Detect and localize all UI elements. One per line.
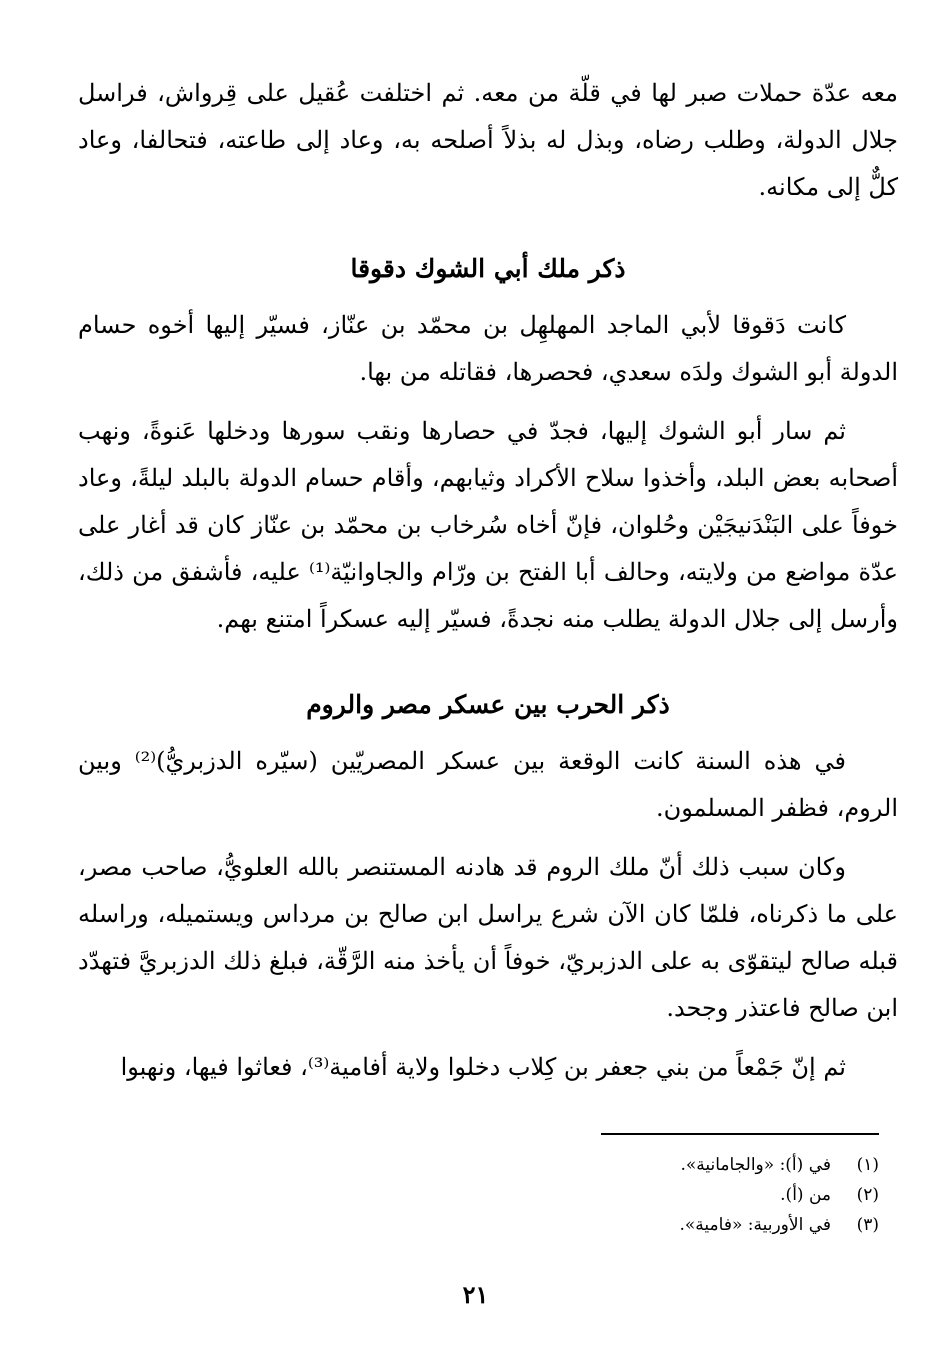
- section2-paragraph-1: في هذه السنة كانت الوقعة بين عسكر المصريّين (سيّره الدزبريُّ)⁽²⁾ وبين الروم، فظفر المسلمون.: [78, 747, 898, 822]
- footnote-text: من (أ).: [780, 1185, 831, 1205]
- section-heading-1: ذكر ملك أبي الشوك دقوقا: [350, 254, 626, 283]
- section1-paragraph-2: ثم سار أبو الشوك إليها، فجدّ في حصارها ونقب سورها ودخلها عَنوةً، ونهب أصحابه بعض البلد، وأخذوا سلاح الأكراد وثيابهم، وأقام حسام الدولة بالبلد ليلةً، وعاد خوفاً على البَنْدَنيجَيْن وحُلوان، فإنّ أخاه سُرخاب بن محمّد بن عنّاز كان قد أغار على عدّة مواضع من ولايته، وحالف أبا الفتح بن ورّام والجاوانيّة⁽¹⁾ عليه، فأشفق من ذلك، وأرسل إلى جلال الدولة يطلب منه نجدةً، فسيّر إليه عسكراً امتنع بهم.: [78, 417, 899, 633]
- page-number: ٢١: [462, 1280, 489, 1309]
- footnote-text: في الأوربية: «فامية».: [679, 1215, 831, 1235]
- section2-paragraph-2: وكان سبب ذلك أنّ ملك الروم قد هادنه المستنصر بالله العلويُّ، صاحب مصر، على ما ذكرناه، فلمّا كان الآن شرع يراسل ابن صالح بن مرداس ويستميله، وراسله قبله صالح ليتقوّى به على الدزبريّ، خوفاً أن يأخذ منه الرَّقّة، فبلغ ذلك الدزبريَّ فتهدّد ابن صالح فاعتذر وجحد.: [78, 853, 898, 1022]
- footnote-divider: [601, 1133, 879, 1135]
- footnote-item: [479, 1180, 879, 1210]
- footnotes: [479, 1150, 879, 1240]
- section1-paragraph-1: كانت دَقوقا لأبي الماجد المهلهِل بن محمّد بن عنّاز، فسيّر إليها أخوه حسام الدولة أبو الشوك ولدَه سعدي، فحصرها، فقاتله من بها.: [78, 311, 898, 386]
- section-heading-2: ذكر الحرب بين عسكر مصر والروم: [306, 690, 670, 719]
- page-body: [78, 70, 898, 1091]
- intro-paragraph: معه عدّة حملات صبر لها في قلّة من معه. ثم اختلفت عُقيل على قِرواش، فراسل جلال الدولة، وطلب رضاه، وبذل له بذلاً أصلحه به، وعاد إلى طاعته، فتحالفا، وعاد كلٌّ إلى مكانه.: [78, 79, 898, 201]
- footnote-item: [479, 1210, 879, 1240]
- footnote-number: (١): [856, 1155, 879, 1175]
- footnote-number: (٣): [856, 1215, 879, 1235]
- footnote-number: (٢): [856, 1185, 879, 1205]
- footnote-text: في (أ): «والجامانية».: [680, 1155, 831, 1175]
- section2-paragraph-3: ثم إنّ جَمْعاً من بني جعفر بن كِلاب دخلوا ولاية أفامية⁽³⁾، فعاثوا فيها، ونهبوا: [120, 1053, 846, 1081]
- footnote-item: [479, 1150, 879, 1180]
